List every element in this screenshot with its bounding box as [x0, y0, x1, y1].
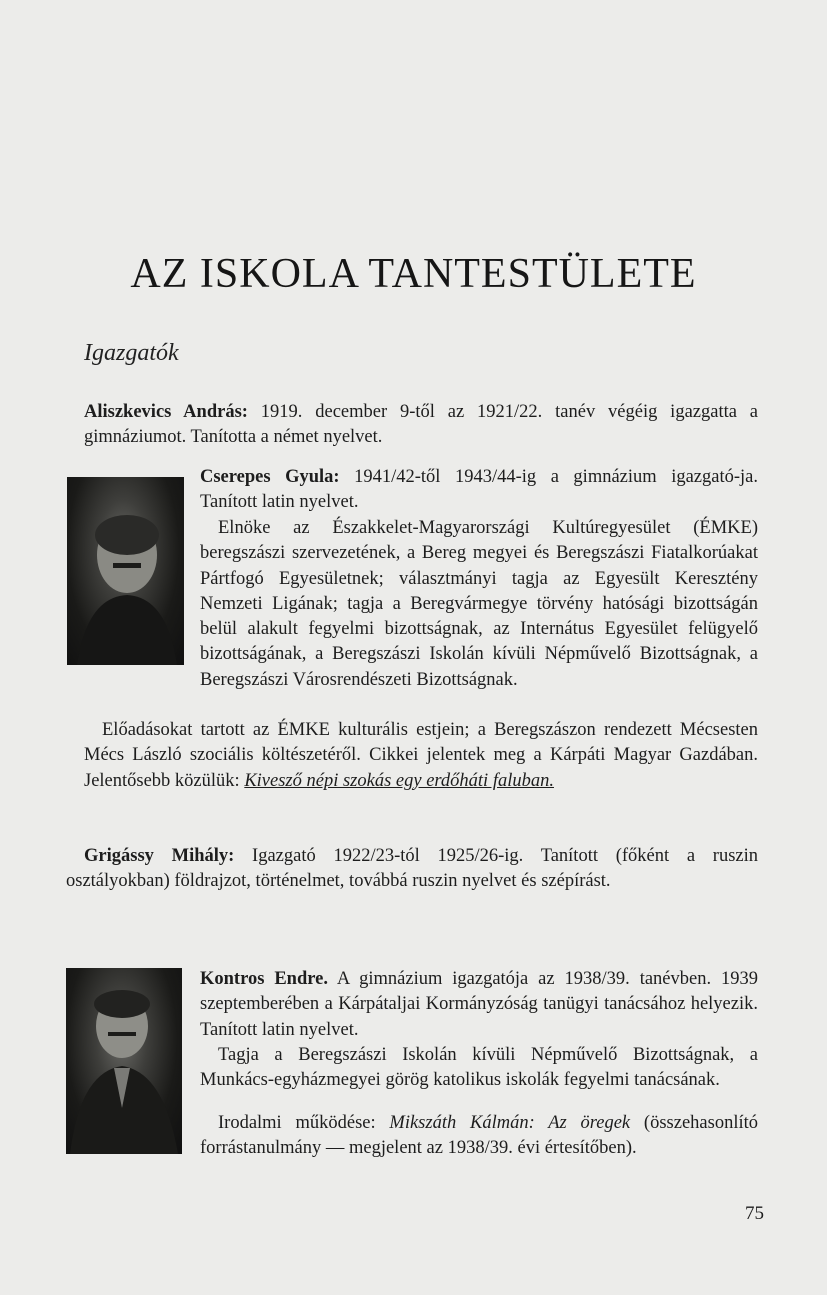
entry-text: Igazgató 1922/23-tól 1925/26-ig. Tanított (főként a ruszin osztályokban) földrajzot, történelmet, továbbá ruszin nyelvet és szépírást.	[66, 846, 758, 892]
entry-text: (összehasonlító forrástanulmány — megjelent az 1938/39. évi értesítőben).	[200, 1113, 758, 1159]
entry-aliszkevics	[84, 400, 758, 451]
entry-text: 1919. december 9-től az 1921/22. tanév végéig igazgatta a gimnáziumot. Tanította a német nyelvet.	[84, 402, 759, 448]
entry-text: Tagja a Beregszászi Iskolán kívüli Népművelő Bizottságnak, a Munkács-egyházmegyei görög katolikus iskolák fegyelmi tanácsának.	[200, 1045, 758, 1091]
entry-name: Kontros Endre.	[200, 969, 328, 989]
portrait-photo-kontros	[66, 968, 182, 1154]
work-title: Kivesző népi szokás egy erdőháti faluban.	[244, 770, 554, 791]
entry-grigassy	[66, 844, 758, 895]
page-number: 75	[745, 1203, 764, 1224]
entry-cserepes-memberships	[200, 516, 758, 693]
entry-text: A gimnázium igazgatója az 1938/39. tanévben. 1939 szeptemberében a Kárpátaljai Kormányzóság tanügyi tanácsához helyezik. Tanított latin nyelvet.	[200, 969, 759, 1040]
section-heading: Igazgatók	[84, 340, 179, 366]
entry-text: Előadásokat tartott az ÉMKE kulturális estjein; a Beregszászon rendezett Mécsesten Mécs László szociális költészetéről. Cikkei jelentek meg a Kárpáti Magyar Gazdában. Jelentősebb közülük:	[84, 720, 758, 791]
entry-text: 1941/42-től 1943/44-ig a gimnázium igazgató-ja. Tanított latin nyelvet.	[200, 467, 758, 513]
entry-kontros-literary	[200, 1111, 758, 1162]
entry-name: Grigássy Mihály:	[84, 846, 235, 866]
entry-text: Irodalmi működése:	[218, 1113, 390, 1133]
entry-cserepes-lectures	[84, 718, 758, 794]
entry-cserepes-intro	[200, 465, 758, 516]
portrait-photo-cserepes	[67, 477, 184, 665]
page-title: AZ ISKOLA TANTESTÜLETE	[130, 251, 697, 297]
work-title: Mikszáth Kálmán: Az öregek	[389, 1113, 631, 1133]
entry-text: Elnöke az Északkelet-Magyarországi Kultúregyesület (ÉMKE) beregszászi szervezetének, a Bereg megyei és Beregszászi Fiatalkorúakat Pártfogó Egyesületnek; választmányi tagja az Egyesült Keresztény Nemzeti Ligának; tagja a Beregvármegye törvény hatósági bizottságán belül alakult fegyelmi bizottságnak, az Internátus Egyesület felügyelő bizottságának, a Beregszászi Iskolán kívüli Népművelő Bizottságnak, a Beregszászi Városrendészeti Bizottságnak.	[200, 518, 758, 690]
entry-name: Aliszkevics András:	[84, 402, 248, 422]
entry-kontros-intro	[200, 967, 758, 1043]
entry-name: Cserepes Gyula:	[200, 467, 340, 487]
entry-kontros-memberships	[200, 1043, 758, 1094]
